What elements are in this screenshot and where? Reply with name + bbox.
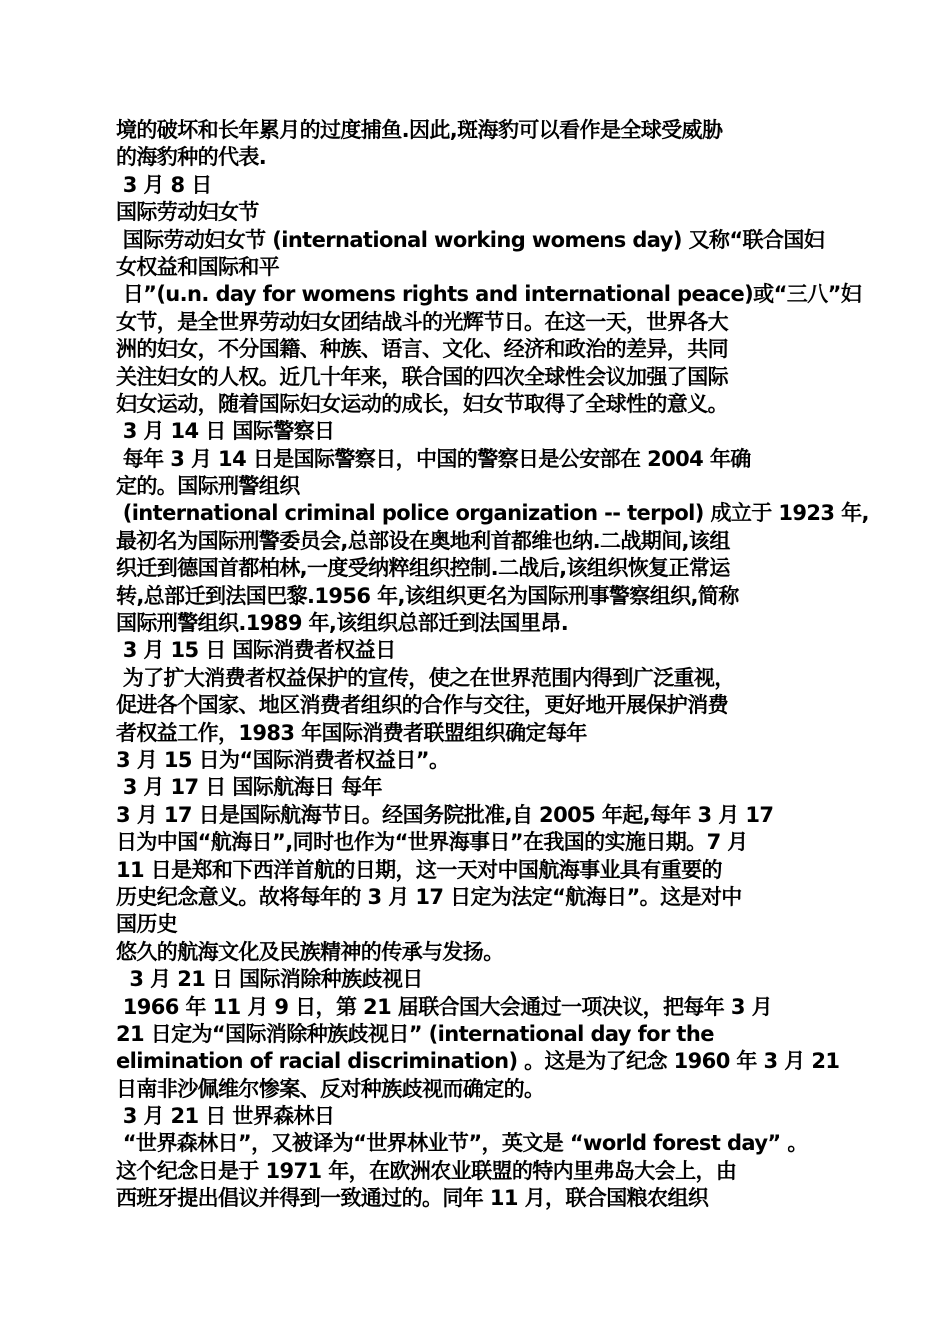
text-line: 国历史 [116, 912, 178, 937]
text-line: 的海豹种的代表. [116, 145, 267, 170]
text-line: 日”(u.n. day for womens rights and international peace)或“三八”妇 [116, 282, 862, 307]
text-line: 3 月 15 日为“国际消费者权益日”。 [116, 747, 450, 772]
text-line: 女权益和国际和平 [116, 254, 280, 279]
text-line: 日南非沙佩维尔惨案、反对种族歧视而确定的。 [116, 1076, 545, 1101]
text-line: 最初名为国际刑警委员会,总部设在奥地利首都维也纳.二战期间,该组 [116, 528, 730, 553]
text-line: 定的。国际刑警组织 [116, 474, 300, 499]
text-line: 国际劳动妇女节 (international working womens day) 又称“联合国妇 [116, 227, 825, 252]
text-line: 妇女运动，随着国际妇女运动的成长，妇女节取得了全球性的意义。 [116, 391, 728, 416]
section-heading: 3 月 17 日 国际航海日 每年 [116, 775, 382, 800]
text-line: 日为中国“航海日”,同时也作为“世界海事日”在我国的实施日期。7 月 [116, 830, 748, 855]
section-heading: 3 月 14 日 国际警察日 [116, 419, 335, 444]
text-line: 21 日定为“国际消除种族歧视日” (international day for the [116, 1021, 714, 1046]
text-line: 境的破坏和长年累月的过度捕鱼.因此,斑海豹可以看作是全球受威胁 [116, 118, 723, 142]
text-line: 11 日是郑和下西洋首航的日期，这一天对中国航海事业具有重要的 [116, 857, 722, 882]
section-title: 国际劳动妇女节 [116, 200, 259, 225]
text-line: 3 月 17 日是国际航海节日。经国务院批准,自 2005 年起,每年 3 月 17 [116, 802, 774, 827]
text-line: 洲的妇女，不分国籍、种族、语言、文化、经济和政治的差异，共同 [116, 337, 728, 362]
section-heading: 3 月 15 日 国际消费者权益日 [116, 638, 396, 663]
text-line: 促进各个国家、地区消费者组织的合作与交往，更好地开展保护消费 [116, 693, 728, 718]
text-line: 织迁到德国首都柏林,一度受纳粹组织控制.二战后,该组织恢复正常运 [116, 556, 730, 581]
text-line: 西班牙提出倡议并得到一致通过的。同年 11 月，联合国粮农组织 [116, 1186, 709, 1211]
section-heading: 3 月 21 日 世界森林日 [116, 1104, 335, 1129]
text-line: 历史纪念意义。故将每年的 3 月 17 日定为法定“航海日”。这是对中 [116, 884, 742, 909]
text-line: 为了扩大消费者权益保护的宣传，使之在世界范围内得到广泛重视， [116, 665, 735, 690]
section-date: 3 月 8 日 [116, 172, 212, 197]
text-line: 关注妇女的人权。近几十年来，联合国的四次全球性会议加强了国际 [116, 364, 728, 389]
text-line: 国际刑警组织.1989 年,该组织总部迁到法国里昂. [116, 611, 569, 636]
document-body [116, 117, 869, 1213]
text-line: 这个纪念日是于 1971 年，在欧洲农业联盟的特内里弗岛大会上，由 [116, 1158, 737, 1183]
text-line: 女节，是全世界劳动妇女团结战斗的光辉节日。在这一天，世界各大 [116, 309, 728, 334]
text-line: 1966 年 11 月 9 日，第 21 届联合国大会通过一项决议，把每年 3 月 [116, 994, 773, 1019]
text-line: elimination of racial discrimination) 。这是为了纪念 1960 年 3 月 21 [116, 1049, 840, 1074]
text-line: (international criminal police organization -- terpol) 成立于 1923 年, [116, 501, 869, 526]
text-line: 转,总部迁到法国巴黎.1956 年,该组织更名为国际刑事警察组织,简称 [116, 583, 739, 608]
text-line: 每年 3 月 14 日是国际警察日，中国的警察日是公安部在 2004 年确 [116, 446, 751, 471]
text-line: 者权益工作，1983 年国际消费者联盟组织确定每年 [116, 720, 587, 745]
section-heading: 3 月 21 日 国际消除种族歧视日 [116, 967, 423, 992]
text-line: 悠久的航海文化及民族精神的传承与发扬。 [116, 939, 504, 964]
text-line: “世界森林日”，又被译为“世界林业节”，英文是 “world forest day” 。 [116, 1131, 808, 1156]
